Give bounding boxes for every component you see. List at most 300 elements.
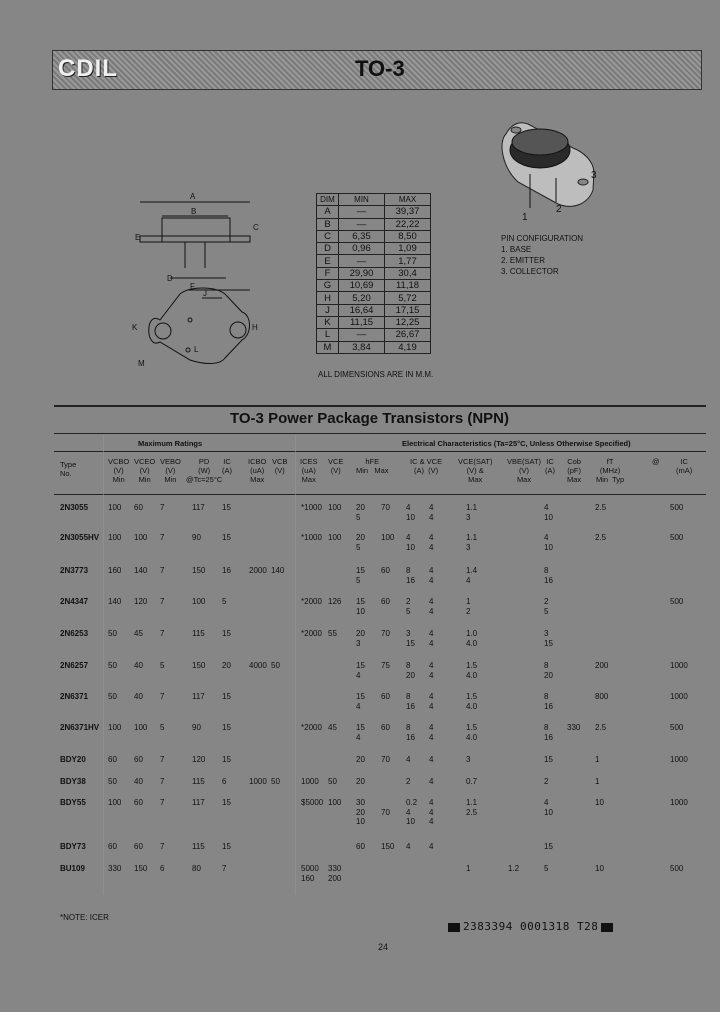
table-cell: 1000 (670, 661, 688, 670)
table-cell: 7 (160, 503, 165, 512)
table-cell: 4 (429, 755, 434, 764)
table-cell: 8 (544, 723, 549, 732)
col-header-vebo: VEBO (V) Min (160, 457, 181, 484)
table-cell: 7 (222, 864, 227, 873)
dimension-row (317, 206, 431, 218)
row-type-2n6257: 2N6257 (60, 661, 89, 670)
min-cell: 3,84 (339, 341, 385, 353)
table-cell: *2000 (301, 723, 322, 732)
table-cell: 100 (328, 798, 342, 807)
table-cell: 10 (544, 807, 553, 817)
table-cell: *1000 (301, 533, 322, 542)
table-cell: 50 (271, 661, 280, 670)
col-header-ic3: IC (mA) (676, 457, 693, 475)
table-cell: 7 (160, 629, 165, 638)
table-cell: $5000 (301, 798, 324, 807)
pin-hole-2 (186, 348, 190, 352)
table-cell: 100 (328, 533, 342, 542)
table-cell: 2.5 (466, 807, 478, 817)
table-cell: 20 (356, 777, 365, 786)
label-m: M (138, 359, 145, 368)
table-cell: 1000 (301, 777, 319, 786)
col-header-vceo: VCEO (V) Min (134, 457, 156, 484)
table-cell: 500 (670, 864, 684, 873)
table-cell: 50 (328, 777, 337, 786)
table-cell: 117 (192, 503, 205, 512)
table-cell: 16 (406, 701, 415, 711)
label-h: H (252, 323, 258, 332)
table-cell: 60 (356, 842, 365, 851)
label-d: D (167, 274, 173, 283)
package-title: TO-3 (355, 56, 405, 81)
row-type-bu109: BU109 (60, 864, 85, 873)
min-cell: 16,64 (339, 304, 385, 316)
dim-cell: G (317, 280, 339, 292)
table-cell: 60 (134, 503, 143, 512)
dim-cell: B (317, 218, 339, 230)
table-cell: 500 (670, 597, 684, 606)
col-header-icbo: ICBO (uA) Max (248, 457, 267, 484)
min-cell: — (339, 218, 385, 230)
table-cell: 45 (134, 629, 143, 638)
table-cell: 16 (222, 566, 231, 575)
mount-hole-2 (578, 179, 588, 185)
table-cell: 40 (134, 777, 143, 786)
table-cell: 16 (406, 732, 415, 742)
col-header-hfe: hFE Min Max (356, 457, 389, 475)
col-header-vcb: VCB (V) (272, 457, 288, 475)
pin-number-1: 1 (522, 212, 528, 222)
table-cell: 3 (406, 629, 411, 638)
col-header-vcbo: VCBO (V) Min (108, 457, 130, 484)
mount-hole-right (230, 322, 246, 338)
table-cell: 330 (328, 864, 342, 873)
table-cell: 100 (108, 723, 122, 732)
footnote: *NOTE: ICER (60, 913, 109, 922)
table-cell: 2 (406, 597, 411, 606)
table-cell: 5000 (301, 864, 319, 873)
table-cell: 4 (429, 638, 434, 648)
table-cell: *1000 (301, 503, 322, 512)
table-cell: 20 (544, 670, 553, 680)
table-cell: *2000 (301, 597, 322, 606)
table-cell: 160 (301, 873, 315, 883)
max-cell: 22,22 (385, 218, 431, 230)
table-cell: 1.5 (466, 692, 478, 701)
dimension-row (317, 341, 431, 353)
table-cell: 2.5 (595, 533, 607, 542)
col-header-at: @ (652, 457, 660, 466)
table-cell: 6 (222, 777, 227, 786)
table-cell: 1.1 (466, 503, 478, 512)
table-cell: *2000 (301, 629, 322, 638)
table-cell: 3 (466, 755, 471, 764)
max-cell: 17,15 (385, 304, 431, 316)
table-cell: 5 (160, 661, 165, 670)
table-cell: 20 (406, 670, 415, 680)
table-cell: 60 (108, 842, 117, 851)
barcode-text: 2383394 0001318 T28 (463, 920, 599, 933)
row-type-bdy38: BDY38 (60, 777, 86, 786)
transistor-illustration (498, 112, 608, 222)
max-cell: 26,67 (385, 329, 431, 341)
dimension-note: ALL DIMENSIONS ARE IN M.M. (318, 370, 434, 379)
table-cell: 50 (108, 661, 117, 670)
dim-cell: H (317, 292, 339, 304)
col-sep-1 (103, 435, 104, 895)
group-max-ratings: Maximum Ratings (138, 439, 203, 448)
table-cell: 140 (134, 566, 148, 575)
min-col-header: MIN (339, 194, 385, 206)
table-cell: 15 (222, 798, 231, 807)
table-cell: 5 (356, 512, 361, 522)
group-electrical: Electrical Characteristics (Ta=25°C, Unless Otherwise Specified) (402, 439, 631, 448)
table-cell: 5 (544, 606, 549, 616)
table-cell: 150 (192, 661, 206, 670)
table-cell: 55 (328, 629, 337, 638)
table-cell: 5 (222, 597, 227, 606)
min-cell: — (339, 206, 385, 218)
table-cell: 120 (134, 597, 148, 606)
table-cell: 75 (381, 661, 390, 670)
table-cell: 4000 (249, 661, 267, 670)
table-cell: 8 (406, 692, 411, 701)
dim-cell: J (317, 304, 339, 316)
dimension-row (317, 316, 431, 328)
table-cell: 4 (429, 575, 434, 585)
row-type-2n3773: 2N3773 (60, 566, 89, 575)
table-cell: 20 (356, 807, 365, 817)
cap-outline (162, 218, 230, 242)
table-cell: 70 (381, 503, 390, 512)
table-cell: 7 (160, 692, 165, 701)
table-cell: 150 (192, 566, 206, 575)
table-cell: 15 (222, 755, 231, 764)
table-cell: 8 (406, 723, 411, 732)
table-cell: 4 (429, 661, 434, 670)
table-cell: 4 (406, 503, 411, 512)
table-cell: 100 (328, 503, 342, 512)
table-cell: 4 (544, 503, 549, 512)
table-cell: 10 (406, 542, 415, 552)
table-cell: 4 (406, 533, 411, 542)
table-cell: 500 (670, 533, 684, 542)
table-cell: 120 (192, 755, 206, 764)
table-cell: 2 (466, 606, 471, 616)
table-cell: 4 (429, 533, 434, 542)
dim-cell: E (317, 255, 339, 267)
table-cell: 50 (108, 777, 117, 786)
table-cell: 6 (160, 864, 165, 873)
dimension-row (317, 304, 431, 316)
table-cell: 2 (544, 597, 549, 606)
max-cell: 39,37 (385, 206, 431, 218)
table-cell: 5 (356, 542, 361, 552)
table-cell: 10 (595, 798, 604, 807)
max-col-header: MAX (385, 194, 431, 206)
table-cell: 4 (406, 807, 411, 817)
max-cell: 1,77 (385, 255, 431, 267)
table-cell: 7 (160, 777, 165, 786)
table-cell: 100 (108, 798, 122, 807)
table-cell: 1.5 (466, 723, 478, 732)
table-cell: 4 (429, 798, 434, 807)
table-cell: 15 (222, 503, 231, 512)
col-header-ic: IC (A) (222, 457, 232, 475)
table-cell: 5 (356, 575, 361, 585)
table-cell: 1 (466, 864, 471, 873)
flange-outline (140, 236, 250, 242)
brand-logo: CDIL (58, 55, 118, 82)
barcode-block-left (448, 923, 460, 932)
table-cell: 7 (160, 798, 165, 807)
table-cell: 2000 (249, 566, 267, 575)
table-cell: 4 (544, 533, 549, 542)
min-cell: 11,15 (339, 316, 385, 328)
table-cell: 7 (160, 533, 165, 542)
table-cell: 2 (544, 777, 549, 786)
col-header-pd: PD (W) @Tc=25°C (186, 457, 223, 484)
table-cell: 4 (429, 606, 434, 616)
table-cell: 4 (429, 723, 434, 732)
table-cell: 200 (328, 873, 342, 883)
table-cell: 15 (222, 723, 231, 732)
table-cell: 0.2 (406, 798, 418, 807)
table-cell: 1.1 (466, 533, 478, 542)
table-cell: 2.5 (595, 503, 607, 512)
header-divider (54, 451, 706, 452)
col-header-ft: fT (MHz) Min Typ (596, 457, 625, 484)
table-cell: 140 (108, 597, 122, 606)
table-cell: 4 (356, 701, 361, 711)
table-cell: 2.5 (595, 723, 607, 732)
table-cell: 117 (192, 692, 205, 701)
table-cell: 4 (429, 732, 434, 742)
mount-hole-left (155, 323, 171, 339)
table-cell: 60 (381, 566, 390, 575)
table-cell: 10 (406, 512, 415, 522)
table-cell: 1 (595, 777, 600, 786)
table-cell: 15 (222, 629, 231, 638)
table-cell: 15 (222, 692, 231, 701)
table-cell: 4.0 (466, 670, 478, 680)
pin-number-3: 3 (591, 170, 597, 181)
table-cell: 16 (544, 701, 553, 711)
main-table-title: TO-3 Power Package Transistors (NPN) (230, 410, 509, 427)
table-cell: 20 (356, 503, 365, 512)
col-header-vce: VCE (V) (328, 457, 344, 475)
max-cell: 12,25 (385, 316, 431, 328)
dim-cell: C (317, 230, 339, 242)
table-cell: 3 (356, 638, 361, 648)
table-cell: 1 (595, 755, 600, 764)
table-cell: 330 (108, 864, 122, 873)
table-cell: 800 (595, 692, 609, 701)
label-c: C (253, 223, 259, 232)
table-cell: 45 (328, 723, 337, 732)
table-cell: 10 (544, 542, 553, 552)
label-k: K (132, 323, 138, 332)
table-cell: 4 (429, 512, 434, 522)
table-cell: 4 (356, 732, 361, 742)
table-cell: 100 (108, 533, 122, 542)
table-cell: 4 (429, 670, 434, 680)
table-cell: 40 (134, 661, 143, 670)
table-cell: 5 (544, 864, 549, 873)
col-header-icvce: IC & VCE (A) (V) (410, 457, 443, 475)
table-cell: 117 (192, 798, 205, 807)
header-bottom-divider (54, 494, 706, 495)
table-cell: 15 (544, 638, 553, 648)
table-cell: 150 (381, 842, 395, 851)
table-cell: 10 (356, 606, 365, 616)
table-cell: 10 (595, 864, 604, 873)
table-cell: 20 (222, 661, 231, 670)
min-cell: 6,35 (339, 230, 385, 242)
table-cell: 100 (134, 723, 148, 732)
table-cell: 60 (134, 755, 143, 764)
table-cell: 500 (670, 503, 684, 512)
table-cell: 50 (108, 692, 117, 701)
dim-cell: M (317, 341, 339, 353)
col-header-type: Type No. (60, 460, 77, 478)
table-cell: 8 (544, 661, 549, 670)
max-cell: 30,4 (385, 267, 431, 279)
dim-cell: K (317, 316, 339, 328)
flange-top-view (149, 288, 250, 364)
row-type-bdy73: BDY73 (60, 842, 86, 851)
table-cell: 5 (406, 606, 411, 616)
label-a: A (190, 192, 196, 201)
pin-config-title: PIN CONFIGURATION (501, 234, 584, 243)
min-cell: 5,20 (339, 292, 385, 304)
dim-cell: L (317, 329, 339, 341)
dimension-row (317, 255, 431, 267)
label-l: L (194, 345, 199, 354)
table-cell: 4 (429, 629, 434, 638)
col-header-vcesat: VCE(SAT) (V) & Max (458, 457, 493, 484)
table-cell: 4 (544, 798, 549, 807)
table-cell: 60 (381, 723, 390, 732)
cap-top (512, 129, 568, 155)
dimension-header-row (317, 194, 431, 206)
table-cell: 1.1 (466, 798, 478, 807)
table-cell: 4 (429, 692, 434, 701)
min-cell: 10,69 (339, 280, 385, 292)
table-cell: 1 (466, 597, 471, 606)
row-type-2n6371hv: 2N6371HV (60, 723, 100, 732)
table-cell: 4 (466, 575, 471, 585)
row-type-2n3055: 2N3055 (60, 503, 89, 512)
table-cell: 100 (381, 533, 395, 542)
table-cell: 70 (381, 807, 390, 817)
row-type-2n6253: 2N6253 (60, 629, 89, 638)
table-cell: 15 (356, 566, 365, 575)
label-b: B (191, 207, 197, 216)
table-cell: 2 (406, 777, 411, 786)
table-cell: 60 (134, 798, 143, 807)
table-cell: 3 (466, 512, 471, 522)
table-cell: 16 (406, 575, 415, 585)
row-type-bdy20: BDY20 (60, 755, 86, 764)
table-cell: 4 (429, 597, 434, 606)
table-cell: 8 (406, 661, 411, 670)
table-cell: 16 (544, 732, 553, 742)
table-cell: 20 (356, 755, 365, 764)
table-cell: 1000 (670, 692, 688, 701)
table-cell: 4 (429, 817, 434, 826)
max-cell: 8,50 (385, 230, 431, 242)
col-header-ices: ICES (uA) Max (300, 457, 318, 484)
dimension-row (317, 230, 431, 242)
table-cell: 3 (466, 542, 471, 552)
table-cell: 60 (381, 597, 390, 606)
table-cell: 70 (381, 755, 390, 764)
table-cell: 330 (567, 723, 581, 732)
table-cell: 4 (356, 670, 361, 680)
table-cell: 15 (356, 723, 365, 732)
table-cell: 30 (356, 798, 365, 807)
table-cell: 40 (134, 692, 143, 701)
table-cell: 1.0 (466, 629, 478, 638)
table-cell: 4 (406, 755, 411, 764)
table-cell: 16 (544, 575, 553, 585)
table-cell: 4 (429, 503, 434, 512)
min-cell: — (339, 255, 385, 267)
table-cell: 15 (356, 692, 365, 701)
pin-hole-1 (188, 318, 192, 322)
table-cell: 500 (670, 723, 684, 732)
table-cell: 7 (160, 755, 165, 764)
pin-number-2: 2 (556, 204, 562, 215)
table-cell: 50 (108, 629, 117, 638)
min-cell: 29,90 (339, 267, 385, 279)
barcode-block-right (601, 923, 613, 932)
max-cell: 4,19 (385, 341, 431, 353)
table-cell: 50 (271, 777, 280, 786)
dim-cell: D (317, 243, 339, 255)
dimension-row (317, 292, 431, 304)
table-cell: 140 (271, 566, 285, 575)
table-cell: 4 (429, 542, 434, 552)
max-cell: 5,72 (385, 292, 431, 304)
table-cell: 15 (222, 842, 231, 851)
table-cell: 3 (544, 629, 549, 638)
table-cell: 200 (595, 661, 609, 670)
dim-col-header: DIM (317, 194, 339, 206)
table-cell: 1.5 (466, 661, 478, 670)
max-cell: 11,18 (385, 280, 431, 292)
row-type-2n4347: 2N4347 (60, 597, 89, 606)
table-cell: 1.2 (508, 864, 520, 873)
page-number: 24 (378, 942, 389, 952)
mount-hole-1 (511, 127, 521, 133)
row-type-bdy55: BDY55 (60, 798, 86, 807)
dim-cell: F (317, 267, 339, 279)
pin-configuration (501, 233, 583, 277)
dimension-row (317, 218, 431, 230)
pin-collector: 3. COLLECTOR (501, 267, 559, 276)
table-cell: 15 (356, 597, 365, 606)
table-cell: 4.0 (466, 638, 478, 648)
table-cell: 15 (544, 842, 553, 851)
table-cell: 10 (356, 817, 365, 826)
table-cell: 0.7 (466, 777, 478, 786)
pin-base: 1. BASE (501, 245, 532, 254)
col-header-cob: Cob (pF) Max (567, 457, 582, 484)
table-cell: 8 (544, 566, 549, 575)
table-cell: 80 (192, 864, 201, 873)
